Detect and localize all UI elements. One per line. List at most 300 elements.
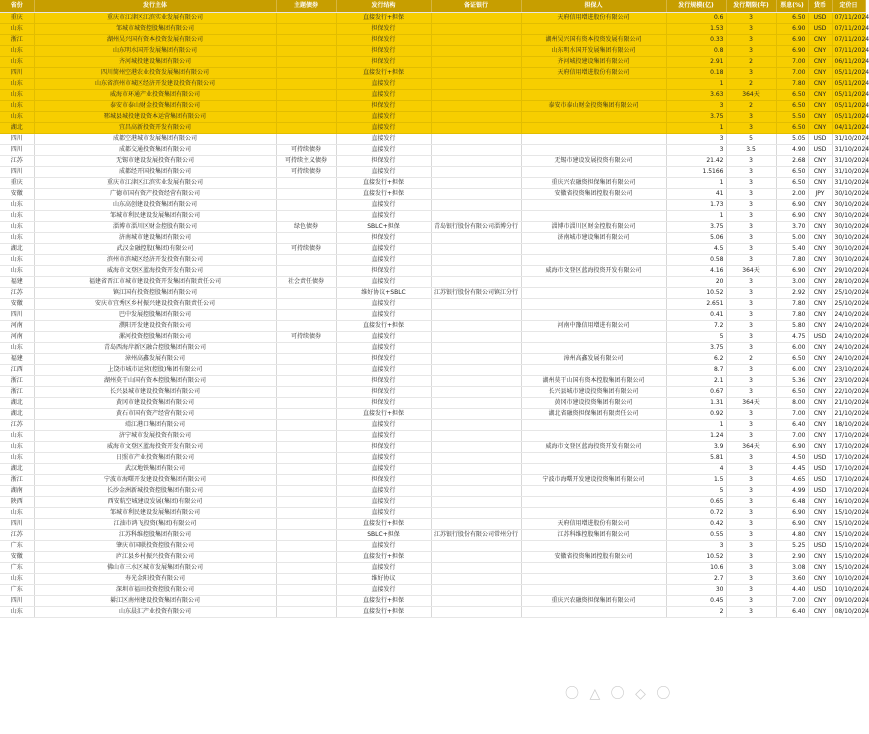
table-row[interactable] <box>0 397 865 408</box>
cell-sblc-bank <box>431 309 521 320</box>
cell-issuer: 济宁城市发展投资有限公司 <box>34 430 276 441</box>
cell-guarantor: 泰安市泰山财金投资集团有限公司 <box>521 100 666 111</box>
cell-pricing-date: 30/10/2024 <box>832 221 865 232</box>
table-row[interactable] <box>0 166 865 177</box>
cell-guarantor <box>521 430 666 441</box>
cell-structure: 担保发行 <box>336 474 431 485</box>
cell-pricing-date: 31/10/2024 <box>832 155 865 166</box>
cell-guarantor <box>521 298 666 309</box>
cell-pricing-date: 15/10/2024 <box>832 507 865 518</box>
cell-structure: 担保发行 <box>336 441 431 452</box>
cell-amount: 1.31 <box>666 397 726 408</box>
table-row[interactable] <box>0 243 865 254</box>
table-row[interactable] <box>0 177 865 188</box>
cell-sblc-bank <box>431 375 521 386</box>
cell-pricing-date: 30/10/2024 <box>832 188 865 199</box>
cell-sblc-bank: 江苏银行股份有限公司常州分行 <box>431 529 521 540</box>
cell-sblc-bank <box>431 595 521 606</box>
cell-issuer: 綦江区南州建设投资集团有限公司 <box>34 595 276 606</box>
table-row[interactable] <box>0 595 865 606</box>
cell-province: 山东 <box>0 342 34 353</box>
table-row[interactable] <box>0 100 865 111</box>
cell-sblc-bank <box>431 111 521 122</box>
cell-theme-bond <box>276 518 336 529</box>
header-pricing-date[interactable]: 定价日 <box>832 0 865 12</box>
table-row[interactable] <box>0 265 865 276</box>
cell-guarantor: 天府信用增进股份有限公司 <box>521 518 666 529</box>
cell-pricing-date: 22/10/2024 <box>832 386 865 397</box>
cell-province: 江苏 <box>0 529 34 540</box>
cell-sblc-bank <box>431 243 521 254</box>
cell-sblc-bank <box>431 166 521 177</box>
table-row[interactable] <box>0 122 865 133</box>
cell-province: 山东 <box>0 89 34 100</box>
cell-theme-bond <box>276 551 336 562</box>
table-row[interactable] <box>0 144 865 155</box>
header-issuer[interactable]: 发行主体 <box>34 0 276 12</box>
header-coupon[interactable]: 票息(%) <box>776 0 808 12</box>
cell-sblc-bank <box>431 573 521 584</box>
cell-coupon: 5.25 <box>776 540 808 551</box>
cell-issuer: 淄博市淄川区财金控股有限公司 <box>34 221 276 232</box>
cell-currency: CNY <box>808 397 832 408</box>
table-row[interactable] <box>0 353 865 364</box>
table-row[interactable] <box>0 430 865 441</box>
cell-coupon: 7.00 <box>776 595 808 606</box>
cell-tenor: 3 <box>726 540 776 551</box>
cell-theme-bond <box>276 408 336 419</box>
cell-structure: 担保发行 <box>336 232 431 243</box>
cell-currency: USD <box>808 485 832 496</box>
cell-structure: 直接发行+担保 <box>336 595 431 606</box>
cell-coupon: 5.80 <box>776 320 808 331</box>
table-row[interactable] <box>0 133 865 144</box>
cell-issuer: 宁波市海曙开发建设投资集团有限公司 <box>34 474 276 485</box>
cell-theme-bond <box>276 342 336 353</box>
cell-pricing-date: 17/10/2024 <box>832 441 865 452</box>
table-row[interactable] <box>0 331 865 342</box>
cell-province: 福建 <box>0 276 34 287</box>
cell-structure: 担保发行 <box>336 56 431 67</box>
cell-structure: 直接发行 <box>336 133 431 144</box>
header-theme-bond[interactable]: 主题债券 <box>276 0 336 12</box>
cell-pricing-date: 07/11/2024 <box>832 12 865 23</box>
cell-tenor: 3.5 <box>726 144 776 155</box>
table-row[interactable] <box>0 441 865 452</box>
cell-issuer: 齐河城投建设集团有限公司 <box>34 56 276 67</box>
table-row[interactable] <box>0 474 865 485</box>
cell-province: 四川 <box>0 518 34 529</box>
cell-sblc-bank <box>431 342 521 353</box>
cell-issuer: 成都交通投资集团有限公司 <box>34 144 276 155</box>
cell-amount: 6.2 <box>666 353 726 364</box>
cell-guarantor: 河南中豫信用增进有限公司 <box>521 320 666 331</box>
cell-tenor: 2 <box>726 100 776 111</box>
cell-structure: 担保发行 <box>336 155 431 166</box>
cell-structure: 直接发行 <box>336 507 431 518</box>
header-tenor[interactable]: 发行期限(年) <box>726 0 776 12</box>
cell-theme-bond <box>276 375 336 386</box>
cell-pricing-date: 17/10/2024 <box>832 430 865 441</box>
cell-issuer: 福建省晋江市城市建设投资开发集团有限责任公司 <box>34 276 276 287</box>
cell-sblc-bank <box>431 177 521 188</box>
cell-structure: 直接发行 <box>336 430 431 441</box>
cell-sblc-bank <box>431 331 521 342</box>
cell-issuer: 黄冈市建设投资集团有限公司 <box>34 397 276 408</box>
cell-currency: CNY <box>808 342 832 353</box>
cell-tenor: 3 <box>726 287 776 298</box>
cell-theme-bond <box>276 463 336 474</box>
cell-issuer: 濮阳开发建设投资有限公司 <box>34 320 276 331</box>
cell-pricing-date: 30/10/2024 <box>832 232 865 243</box>
cell-guarantor: 天府信用增进股份有限公司 <box>521 12 666 23</box>
cell-structure: 直接发行 <box>336 309 431 320</box>
cell-structure: 直接发行 <box>336 496 431 507</box>
cell-province: 浙江 <box>0 474 34 485</box>
cell-sblc-bank <box>431 23 521 34</box>
table-row[interactable] <box>0 23 865 34</box>
cell-issuer: 漯河投资控股集团有限公司 <box>34 331 276 342</box>
cell-tenor: 3 <box>726 188 776 199</box>
cell-sblc-bank <box>431 507 521 518</box>
cell-currency: CNY <box>808 100 832 111</box>
cell-coupon: 6.90 <box>776 45 808 56</box>
cell-guarantor: 湖州吴兴国有资本投资发展有限公司 <box>521 34 666 45</box>
table-row[interactable] <box>0 111 865 122</box>
cell-province: 安徽 <box>0 551 34 562</box>
header-currency[interactable]: 货币 <box>808 0 832 12</box>
cell-pricing-date: 10/10/2024 <box>832 584 865 595</box>
table-row[interactable] <box>0 496 865 507</box>
cell-coupon: 8.00 <box>776 397 808 408</box>
cell-theme-bond <box>276 353 336 364</box>
cell-coupon: 6.40 <box>776 419 808 430</box>
cell-amount: 0.33 <box>666 34 726 45</box>
cell-structure: 直接发行 <box>336 199 431 210</box>
cell-structure: 直接发行+担保 <box>336 188 431 199</box>
table-body <box>0 12 869 617</box>
cell-sblc-bank <box>431 463 521 474</box>
cell-issuer: 江苏科维控股集团有限公司 <box>34 529 276 540</box>
cell-pricing-date: 24/10/2024 <box>832 353 865 364</box>
cell-province: 山东 <box>0 430 34 441</box>
cell-currency: USD <box>808 12 832 23</box>
header-sblc-bank[interactable]: 备证银行 <box>431 0 521 12</box>
cell-structure: 直接发行 <box>336 298 431 309</box>
cell-tenor: 3 <box>726 364 776 375</box>
cell-sblc-bank <box>431 430 521 441</box>
cell-amount: 3 <box>666 540 726 551</box>
cell-theme-bond <box>276 562 336 573</box>
cell-province: 山东 <box>0 232 34 243</box>
cell-sblc-bank <box>431 397 521 408</box>
cell-province: 山东 <box>0 210 34 221</box>
cell-theme-bond: 可持续债券 <box>276 331 336 342</box>
cell-tenor: 3 <box>726 276 776 287</box>
cell-sblc-bank <box>431 562 521 573</box>
cell-issuer: 邹城市利民建设发展集团有限公司 <box>34 210 276 221</box>
cell-amount: 5.06 <box>666 232 726 243</box>
cell-theme-bond <box>276 45 336 56</box>
table-row[interactable] <box>0 386 865 397</box>
table-row[interactable] <box>0 463 865 474</box>
cell-coupon: 6.50 <box>776 166 808 177</box>
cell-amount: 10.52 <box>666 551 726 562</box>
cell-amount: 0.67 <box>666 386 726 397</box>
cell-guarantor <box>521 111 666 122</box>
cell-amount: 5.81 <box>666 452 726 463</box>
cell-amount: 5 <box>666 485 726 496</box>
cell-amount: 1.24 <box>666 430 726 441</box>
cell-pricing-date: 25/10/2024 <box>832 298 865 309</box>
cell-province: 四川 <box>0 67 34 78</box>
cell-pricing-date: 28/10/2024 <box>832 276 865 287</box>
cell-pricing-date: 06/11/2024 <box>832 56 865 67</box>
cell-pricing-date: 31/10/2024 <box>832 144 865 155</box>
cell-sblc-bank <box>431 408 521 419</box>
cell-currency: CNY <box>808 199 832 210</box>
cell-structure: 担保发行 <box>336 375 431 386</box>
table-row[interactable] <box>0 364 865 375</box>
table-row[interactable] <box>0 551 865 562</box>
cell-pricing-date: 07/11/2024 <box>832 45 865 56</box>
cell-issuer: 山东晨汇产业投资有限公司 <box>34 606 276 617</box>
cell-tenor: 3 <box>726 485 776 496</box>
cell-province: 重庆 <box>0 12 34 23</box>
cell-coupon: 2.68 <box>776 155 808 166</box>
cell-issuer: 江油市鸿飞投资(集团)有限公司 <box>34 518 276 529</box>
cell-issuer: 泰安市泰山财金投资集团有限公司 <box>34 100 276 111</box>
table-row[interactable] <box>0 298 865 309</box>
cell-amount: 0.42 <box>666 518 726 529</box>
table-row[interactable] <box>0 507 865 518</box>
cell-theme-bond <box>276 496 336 507</box>
cell-coupon: 6.00 <box>776 364 808 375</box>
cell-issuer: 重庆市江津区江滨实业发展有限公司 <box>34 177 276 188</box>
table-row[interactable] <box>0 309 865 320</box>
table-row[interactable] <box>0 12 865 23</box>
cell-issuer: 青岛西海岸新区融合控股集团有限公司 <box>34 342 276 353</box>
cell-province: 陕西 <box>0 496 34 507</box>
cell-currency: CNY <box>808 287 832 298</box>
cell-currency: CNY <box>808 441 832 452</box>
table-row[interactable] <box>0 188 865 199</box>
table-row[interactable] <box>0 67 865 78</box>
cell-issuer: 武汉地铁集团有限公司 <box>34 463 276 474</box>
cell-tenor: 364天 <box>726 397 776 408</box>
cell-province: 山东 <box>0 199 34 210</box>
cell-currency: CNY <box>808 122 832 133</box>
cell-province: 山东 <box>0 441 34 452</box>
cell-province: 湖北 <box>0 397 34 408</box>
cell-amount: 0.18 <box>666 67 726 78</box>
cell-tenor: 3 <box>726 375 776 386</box>
cell-tenor: 3 <box>726 606 776 617</box>
cell-currency: USD <box>808 584 832 595</box>
cell-theme-bond <box>276 430 336 441</box>
cell-pricing-date: 04/11/2024 <box>832 122 865 133</box>
cell-amount: 0.45 <box>666 595 726 606</box>
cell-tenor: 3 <box>726 34 776 45</box>
table-row[interactable] <box>0 540 865 551</box>
cell-amount: 0.8 <box>666 45 726 56</box>
cell-theme-bond <box>276 419 336 430</box>
cell-amount: 1.5 <box>666 474 726 485</box>
cell-amount: 4.5 <box>666 243 726 254</box>
cell-currency: USD <box>808 144 832 155</box>
cell-amount: 1 <box>666 177 726 188</box>
cell-tenor: 364天 <box>726 441 776 452</box>
cell-coupon: 3.08 <box>776 562 808 573</box>
table-row[interactable] <box>0 78 865 89</box>
cell-tenor: 3 <box>726 45 776 56</box>
cell-coupon: 4.65 <box>776 474 808 485</box>
cell-guarantor <box>521 210 666 221</box>
table-row[interactable] <box>0 485 865 496</box>
cell-guarantor <box>521 243 666 254</box>
table-row[interactable] <box>0 529 865 540</box>
cell-province: 浙江 <box>0 375 34 386</box>
table-row[interactable] <box>0 419 865 430</box>
cell-pricing-date: 21/10/2024 <box>832 397 865 408</box>
table-row[interactable] <box>0 606 865 617</box>
cell-guarantor <box>521 89 666 100</box>
table-row[interactable] <box>0 89 865 100</box>
table-row[interactable] <box>0 276 865 287</box>
cell-structure: 担保发行 <box>336 353 431 364</box>
cell-currency: USD <box>808 133 832 144</box>
cell-tenor: 3 <box>726 320 776 331</box>
cell-province: 四川 <box>0 595 34 606</box>
cell-structure: SBLC+担保 <box>336 221 431 232</box>
cell-pricing-date: 08/10/2024 <box>832 606 865 617</box>
cell-theme-bond: 可持续债券 <box>276 166 336 177</box>
cell-coupon: 7.80 <box>776 309 808 320</box>
cell-currency: CNY <box>808 232 832 243</box>
cell-theme-bond <box>276 584 336 595</box>
table-row[interactable] <box>0 408 865 419</box>
cell-sblc-bank <box>431 441 521 452</box>
cell-issuer: 威海市文登区蓝海投资开发有限公司 <box>34 441 276 452</box>
cell-structure: 直接发行 <box>336 89 431 100</box>
table-row[interactable] <box>0 221 865 232</box>
cell-amount: 4.16 <box>666 265 726 276</box>
header-province[interactable]: 省份 <box>0 0 34 12</box>
cell-currency: CNY <box>808 606 832 617</box>
cell-province: 江苏 <box>0 419 34 430</box>
header-guarantor[interactable]: 担保人 <box>521 0 666 12</box>
cell-pricing-date: 05/11/2024 <box>832 67 865 78</box>
cell-theme-bond <box>276 298 336 309</box>
cell-coupon: 4.80 <box>776 529 808 540</box>
cell-guarantor <box>521 485 666 496</box>
cell-coupon: 6.50 <box>776 386 808 397</box>
cell-currency: JPY <box>808 188 832 199</box>
cell-coupon: 7.00 <box>776 67 808 78</box>
cell-tenor: 3 <box>726 518 776 529</box>
cell-guarantor: 淄博市淄川区财金控股有限公司 <box>521 221 666 232</box>
table-row[interactable] <box>0 573 865 584</box>
cell-pricing-date: 16/10/2024 <box>832 496 865 507</box>
cell-guarantor: 安徽省投资集团控股有限公司 <box>521 188 666 199</box>
table-row[interactable] <box>0 45 865 56</box>
cell-province: 河南 <box>0 331 34 342</box>
cell-amount: 1 <box>666 419 726 430</box>
cell-structure: 直接发行+担保 <box>336 177 431 188</box>
cell-amount: 1.73 <box>666 199 726 210</box>
table-row[interactable] <box>0 155 865 166</box>
cell-structure: 担保发行 <box>336 397 431 408</box>
table-row[interactable] <box>0 232 865 243</box>
cell-province: 山东 <box>0 507 34 518</box>
table-row[interactable] <box>0 254 865 265</box>
cell-issuer: 西安航空城建设发展(集团)有限公司 <box>34 496 276 507</box>
cell-theme-bond <box>276 133 336 144</box>
cell-coupon: 6.50 <box>776 177 808 188</box>
cell-guarantor: 山东明水国开发展集团有限公司 <box>521 45 666 56</box>
header-structure[interactable]: 发行结构 <box>336 0 431 12</box>
table-row[interactable] <box>0 342 865 353</box>
cell-currency: CNY <box>808 518 832 529</box>
cell-structure: 直接发行 <box>336 419 431 430</box>
cell-sblc-bank <box>431 452 521 463</box>
cell-guarantor <box>521 342 666 353</box>
table-row[interactable] <box>0 584 865 595</box>
cell-currency: USD <box>808 452 832 463</box>
cell-sblc-bank <box>431 540 521 551</box>
cell-sblc-bank <box>431 386 521 397</box>
cell-tenor: 3 <box>726 452 776 463</box>
cell-coupon: 6.50 <box>776 89 808 100</box>
table-row[interactable] <box>0 287 865 298</box>
cell-tenor: 3 <box>726 221 776 232</box>
cell-pricing-date: 10/10/2024 <box>832 573 865 584</box>
table-row[interactable] <box>0 320 865 331</box>
table-row[interactable] <box>0 518 865 529</box>
table-row[interactable] <box>0 56 865 67</box>
table-row[interactable] <box>0 452 865 463</box>
cell-guarantor: 威海市文登区蓝海投资开发有限公司 <box>521 265 666 276</box>
cell-tenor: 3 <box>726 232 776 243</box>
cell-issuer: 镇江国有投资控股集团有限公司 <box>34 287 276 298</box>
cell-amount: 1.53 <box>666 23 726 34</box>
table-row[interactable] <box>0 562 865 573</box>
cell-sblc-bank <box>431 122 521 133</box>
cell-currency: CNY <box>808 507 832 518</box>
cell-currency: CNY <box>808 177 832 188</box>
cell-theme-bond <box>276 309 336 320</box>
cell-structure: 直接发行 <box>336 364 431 375</box>
cell-guarantor <box>521 540 666 551</box>
header-amount[interactable]: 发行规模(亿) <box>666 0 726 12</box>
cell-guarantor: 宁波市海曙开发建设投资集团有限公司 <box>521 474 666 485</box>
cell-coupon: 2.00 <box>776 188 808 199</box>
cell-pricing-date: 17/10/2024 <box>832 463 865 474</box>
table-row[interactable] <box>0 199 865 210</box>
cell-coupon: 6.90 <box>776 34 808 45</box>
cell-theme-bond <box>276 386 336 397</box>
cell-structure: 担保发行 <box>336 100 431 111</box>
table-row[interactable] <box>0 375 865 386</box>
cell-issuer: 四川简州空港农业投资发展集团有限公司 <box>34 67 276 78</box>
cell-tenor: 3 <box>726 166 776 177</box>
table-row[interactable] <box>0 210 865 221</box>
cell-theme-bond <box>276 67 336 78</box>
cell-sblc-bank <box>431 474 521 485</box>
cell-pricing-date: 15/10/2024 <box>832 518 865 529</box>
table-row[interactable] <box>0 34 865 45</box>
cell-theme-bond <box>276 177 336 188</box>
